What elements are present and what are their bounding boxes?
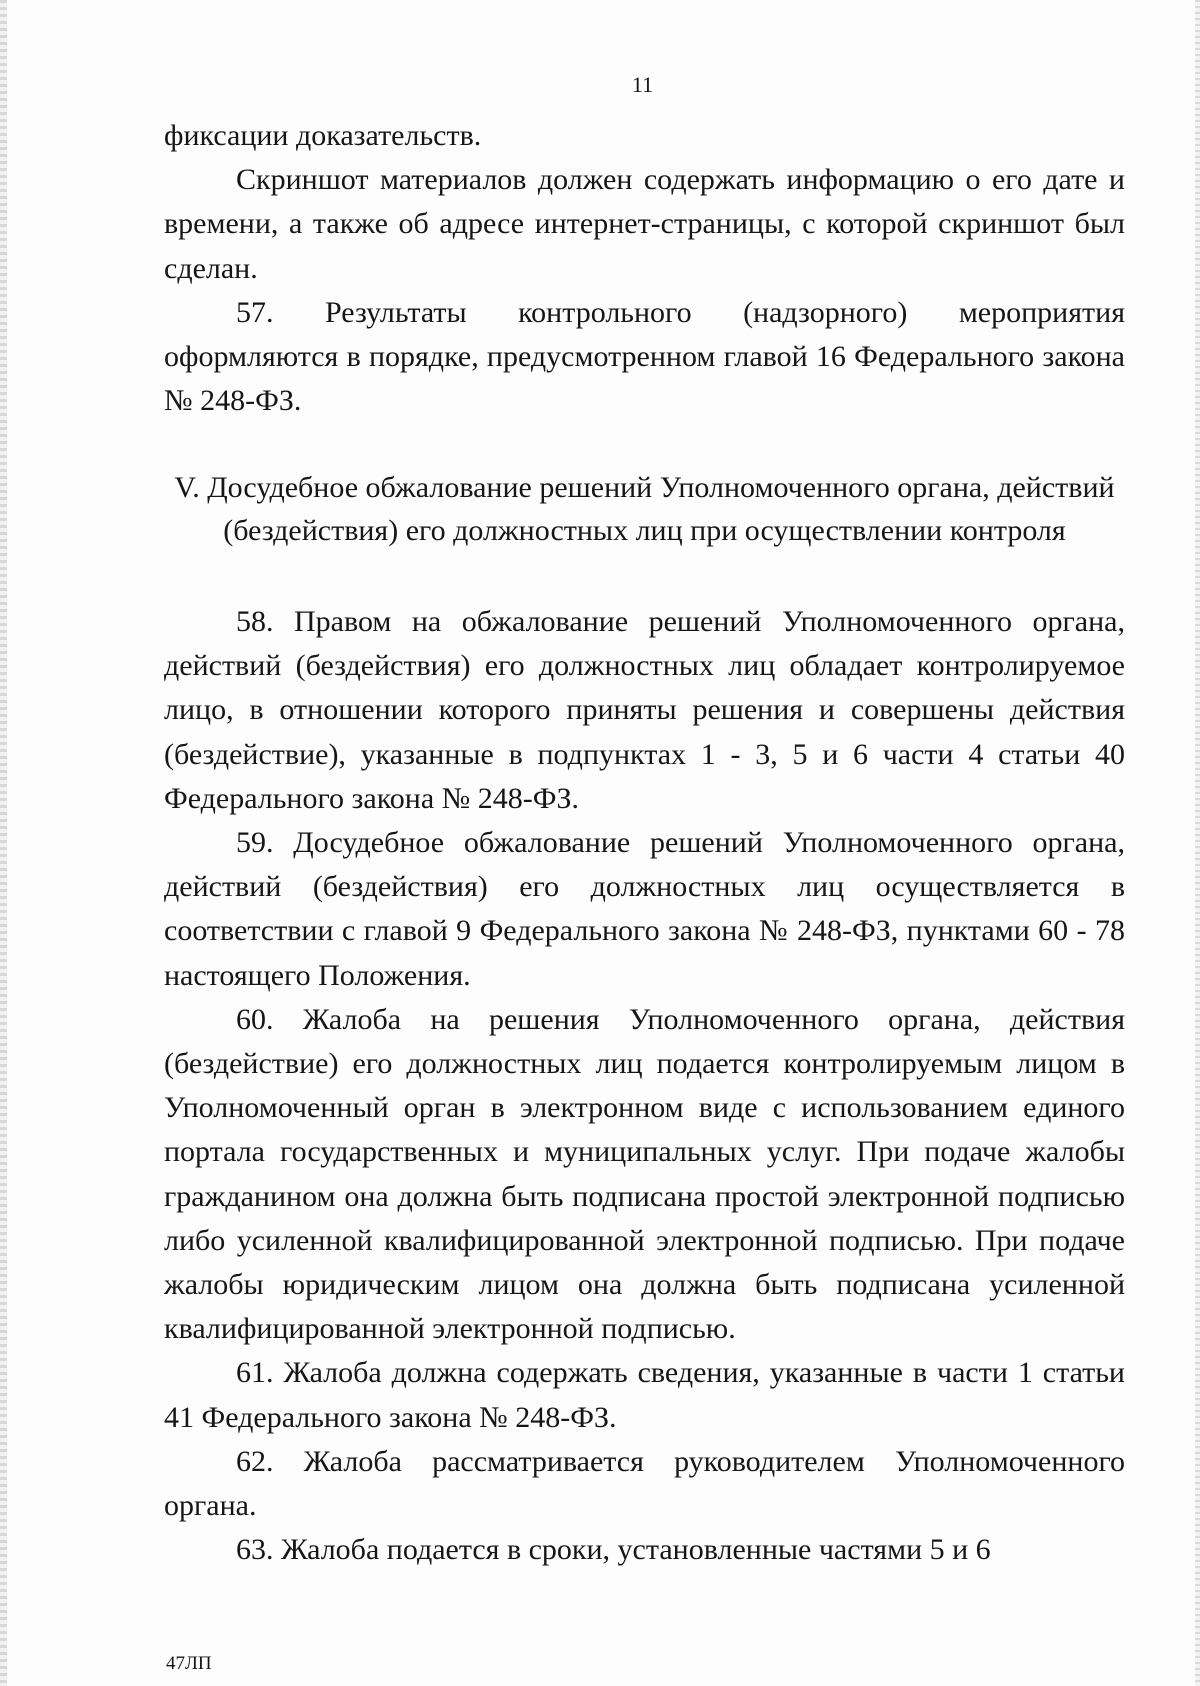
footer-code: 47ЛП <box>166 1653 212 1674</box>
paragraph-63: 63. Жалоба подается в сроки, установленные частями 5 и 6 <box>236 1533 991 1567</box>
paragraph-57: 57. Результаты контрольного (надзорного) мероприятия оформляются в порядке, предусмотренном главой 16 Федерального закона № 248-ФЗ. <box>164 295 1125 418</box>
text-block-main <box>164 600 1125 1572</box>
paragraph-screenshot: Скриншот материалов должен содержать информацию о его дате и времени, а также об адресе интернет-страницы, с которой скриншот был сделан. <box>164 163 1125 285</box>
paragraph-58: 58. Правом на обжалование решений Уполномоченного органа, действий (бездействия) его должностных лиц обладает контролируемое лицо, в отношении которого приняты решения и совершены действия (бездействие), указанные в подпунктах 1 - 3, 5 и 6 части 4 статьи 40 Федерального закона № 248-ФЗ. <box>164 605 1125 815</box>
text-block-top <box>164 114 1125 423</box>
scan-edge-left <box>0 0 7 1686</box>
scan-edge-right <box>1195 0 1200 1686</box>
paragraph-continuation: фиксации доказательств. <box>164 119 482 152</box>
paragraph-61: 61. Жалоба должна содержать сведения, указанные в части 1 статьи 41 Федерального закона № 248-ФЗ. <box>164 1356 1125 1434</box>
paragraph-59: 59. Досудебное обжалование решений Уполномоченного органа, действий (бездействия) его должностных лиц осуществляется в соответствии с главой 9 Федерального закона № 248-ФЗ, пунктами 60 - 78 настоящего Положения. <box>164 826 1125 992</box>
paragraph-60: 60. Жалоба на решения Уполномоченного органа, действия (бездействие) его должностных лиц подается контролируемым лицом в Уполномоченный орган в электронном виде с использованием единого портала государственных и муниципальных услуг. При подаче жалобы гражданином она должна быть подписана простой электронной подписью либо усиленной квалифицированной электронной подписью. При подаче жалобы юридическим лицом она должна быть подписана усиленной квалифицированной электронной подписью. <box>164 1002 1125 1346</box>
paragraph-62: 62. Жалоба рассматривается руководителем Уполномоченного органа. <box>164 1444 1125 1523</box>
section-heading-line-2: (бездействия) его должностных лиц при осуществлении контроля <box>223 514 1066 547</box>
section-heading-line-1: V. Досудебное обжалование решений Уполномоченного органа, действий <box>174 471 1115 504</box>
section-heading <box>164 466 1125 552</box>
page-number: 11 <box>631 72 654 97</box>
